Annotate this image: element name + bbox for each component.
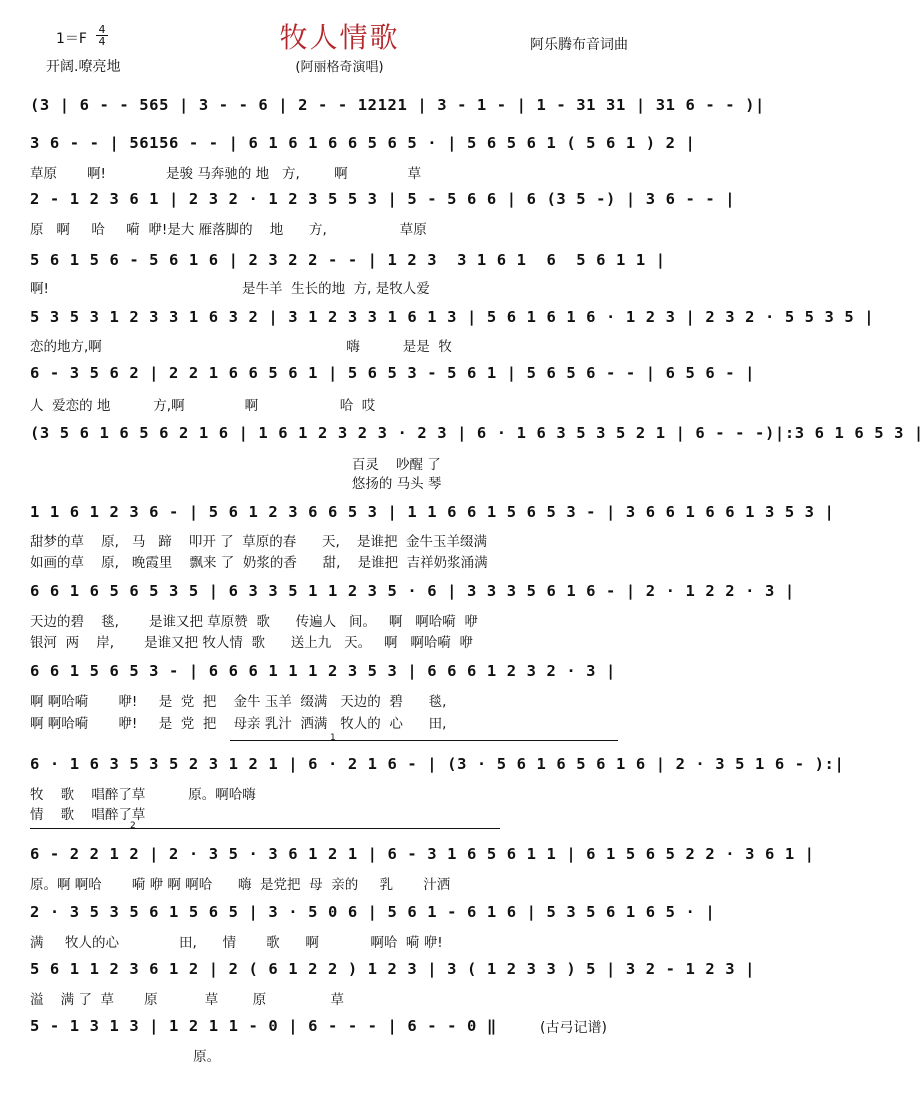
lyric-line: 原。 bbox=[30, 1049, 221, 1065]
transcriber-credit: (古弓记谱) bbox=[540, 1020, 607, 1036]
lyric-line: 牧 歌 唱醉了草 原。啊哈嗨 bbox=[30, 787, 256, 803]
lyric-line: 原。啊 啊哈 嗬 咿 啊 啊哈 嗨 是党把 母 亲的 乳 汁洒 bbox=[30, 877, 451, 893]
performer-credit: (阿丽格奇演唱) bbox=[295, 60, 384, 75]
notation-line: 3 6 - - | 56156 - - | 6 1 6 1 6 6 5 6 5 · | 5 6 5 6 1 ( 5 6 1 ) 2 | bbox=[30, 134, 696, 152]
composer-credit: 阿乐腾布音词曲 bbox=[530, 37, 628, 53]
lyric-line: 草原 啊! 是骏 马奔驰的 地 方, 啊 草 bbox=[30, 166, 422, 182]
notation-line: 5 - 1 3 1 3 | 1 2 1 1 - 0 | 6 - - - | 6 - - 0 ‖ bbox=[30, 1017, 497, 1035]
lyric-line: 百灵 吵醒 了 bbox=[30, 457, 441, 473]
notation-line: 6 · 1 6 3 5 3 5 2 3 1 2 1 | 6 · 2 1 6 - | (3 · 5 6 1 6 5 6 1 6 | 2 · 3 5 1 6 - ):| bbox=[30, 755, 845, 773]
time-signature bbox=[96, 24, 108, 47]
notation-line: 5 6 1 5 6 - 5 6 1 6 | 2 3 2 2 - - | 1 2 3 3 1 6 1 6 5 6 1 1 | bbox=[30, 251, 666, 269]
lyric-line: 情 歌 唱醉了草 bbox=[30, 807, 146, 823]
notation-line: (3 | 6 - - 565 | 3 - - 6 | 2 - - 12121 | 3 - 1 - | 1 - 31 31 | 31 6 - - )| bbox=[30, 96, 765, 114]
lyric-line: 啊 啊哈嗬 咿! 是 党 把 母亲 乳汁 洒满 牧人的 心 田, bbox=[30, 716, 447, 732]
notation-line: 5 6 1 1 2 3 6 1 2 | 2 ( 6 1 2 2 ) 1 2 3 | 3 ( 1 2 3 3 ) 5 | 3 2 - 1 2 3 | bbox=[30, 960, 756, 978]
lyric-line: 满 牧人的心 田, 情 歌 啊 啊哈 嗬 咿! bbox=[30, 935, 443, 951]
lyric-line: 悠扬的 马头 琴 bbox=[30, 476, 442, 492]
lyric-line: 啊! 是牛羊 生长的地 方, 是牧人爱 bbox=[30, 281, 430, 297]
lyric-line: 天边的碧 毯, 是谁又把 草原赞 歌 传遍人 间。 啊 啊哈嗬 咿 bbox=[30, 614, 478, 630]
notation-line: 6 6 1 5 6 5 3 - | 6 6 6 1 1 1 2 3 5 3 | 6 6 6 1 2 3 2 · 3 | bbox=[30, 662, 616, 680]
notation-line: 2 · 3 5 3 5 6 1 5 6 5 | 3 · 5 0 6 | 5 6 1 - 6 1 6 | 5 3 5 6 1 6 5 · | bbox=[30, 903, 716, 921]
song-title: 牧人情歌 bbox=[279, 21, 400, 54]
lyric-line: 恋的地方,啊 嗨 是是 牧 bbox=[30, 339, 452, 355]
lyric-line: 银河 两 岸, 是谁又把 牧人情 歌 送上九 天。 啊 啊哈嗬 咿 bbox=[30, 635, 473, 651]
notation-line: 6 6 1 6 5 6 5 3 5 | 6 3 3 5 1 1 2 3 5 · 6 | 3 3 3 5 6 1 6 - | 2 · 1 2 2 · 3 | bbox=[30, 582, 795, 600]
lyric-line: 甜梦的草 原, 马 蹄 叩开 了 草原的春 天, 是谁把 金牛玉羊缀满 bbox=[30, 534, 488, 550]
notation-line: 1 1 6 1 2 3 6 - | 5 6 1 2 3 6 6 5 3 | 1 1 6 6 1 5 6 5 3 - | 3 6 6 1 6 6 1 3 5 3 | bbox=[30, 503, 835, 521]
volta-number: 1 bbox=[330, 733, 336, 743]
notation-line: (3 5 6 1 6 5 6 2 1 6 | 1 6 1 2 3 2 3 · 2 3 | 6 · 1 6 3 5 3 5 2 1 | 6 - - -)|:3 6 1 6 5 3 | bbox=[30, 424, 924, 442]
lyric-line: 啊 啊哈嗬 咿! 是 党 把 金牛 玉羊 缀满 天边的 碧 毯, bbox=[30, 694, 447, 710]
notation-line: 6 - 2 2 1 2 | 2 · 3 5 · 3 6 1 2 1 | 6 - 3 1 6 5 6 1 1 | 6 1 5 6 5 2 2 · 3 6 1 | bbox=[30, 845, 815, 863]
lyric-line: 溢 满 了 草 原 草 原 草 bbox=[30, 992, 344, 1008]
notation-line: 5 3 5 3 1 2 3 3 1 6 3 2 | 3 1 2 3 3 1 6 1 3 | 5 6 1 6 1 6 · 1 2 3 | 2 3 2 · 5 5 3 5 | bbox=[30, 308, 875, 326]
volta-bracket-1 bbox=[230, 740, 618, 741]
meter-numerator: 4 bbox=[98, 23, 106, 36]
meter-denominator: 4 bbox=[96, 35, 108, 47]
key-signature: 1＝F bbox=[56, 31, 87, 47]
lyric-line: 原 啊 哈 嗬 咿!是大 雁落脚的 地 方, 草原 bbox=[30, 222, 427, 238]
lyric-line: 如画的草 原, 晚霞里 飘来 了 奶浆的香 甜, 是谁把 吉祥奶浆涌满 bbox=[30, 555, 488, 571]
notation-line: 6 - 3 5 6 2 | 2 2 1 6 6 5 6 1 | 5 6 5 3 - 5 6 1 | 5 6 5 6 - - | 6 5 6 - | bbox=[30, 364, 756, 382]
notation-line: 2 - 1 2 3 6 1 | 2 3 2 · 1 2 3 5 5 3 | 5 - 5 6 6 | 6 (3 5 -) | 3 6 - - | bbox=[30, 190, 736, 208]
volta-bracket-2 bbox=[30, 828, 500, 829]
volta-number: 2 bbox=[130, 821, 136, 831]
tempo-marking: 开阔.嘹亮地 bbox=[46, 59, 121, 75]
lyric-line: 人 爱恋的 地 方,啊 啊 哈 哎 bbox=[30, 398, 376, 414]
